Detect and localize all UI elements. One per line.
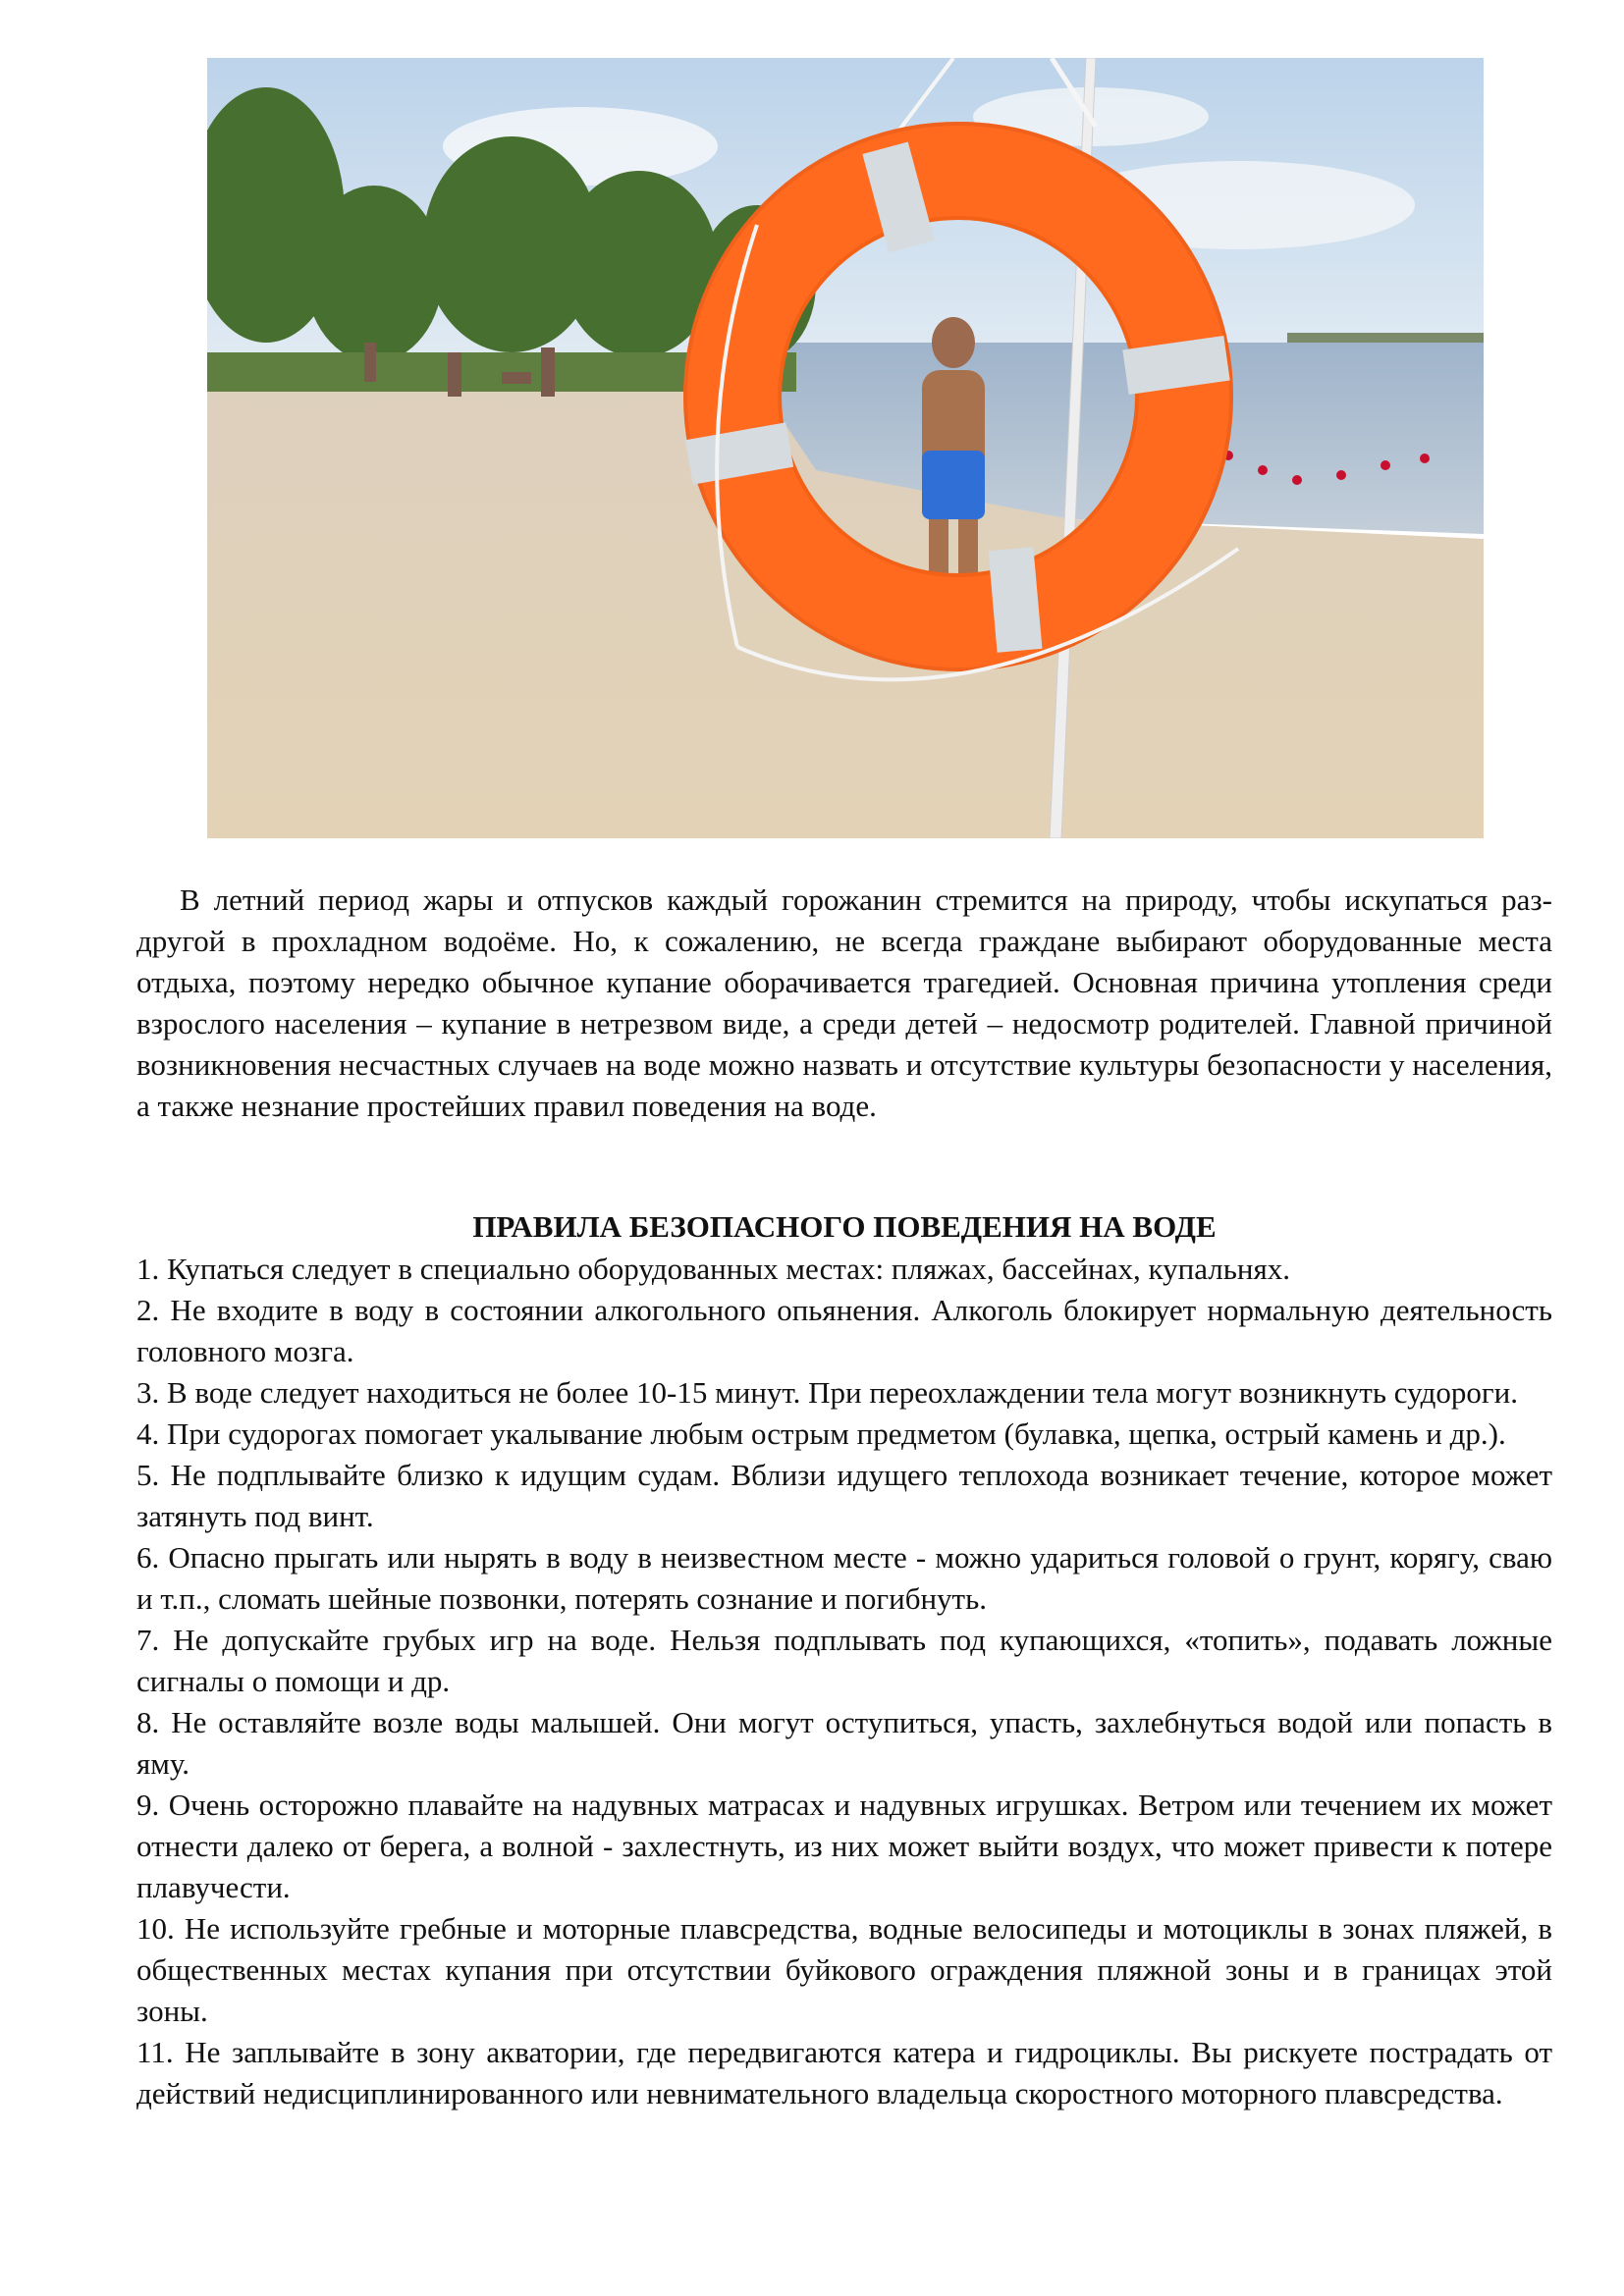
rule-item: 5. Не подплывайте близко к идущим судам. Вблизи идущего теплохода возникает течение, которое может затянуть под винт. (136, 1458, 1552, 1533)
rule-item: 3. В воде следует находиться не более 10-15 минут. При переохлаждении тела могут возникнуть судороги. (136, 1375, 1518, 1410)
rule-item: 11. Не заплывайте в зону акватории, где передвигаются катера и гидроциклы. Вы рискуете пострадать от действий недисциплинированного или невнимательного владельца скоростного моторного плавсредства. (136, 2035, 1552, 2110)
rule-item: 8. Не оставляйте возле воды малышей. Они могут оступиться, упасть, захлебнуться водой или попасть в яму. (136, 1705, 1552, 1781)
rule-item: 6. Опасно прыгать или нырять в воду в неизвестном месте - можно удариться головой о грунт, корягу, сваю и т.п., сломать шейные позвонки, потерять сознание и погибнуть. (136, 1540, 1552, 1616)
rule-item: 7. Не допускайте грубых игр на воде. Нельзя подплывать под купающихся, «топить», подавать ложные сигналы о помощи и др. (136, 1623, 1552, 1698)
rule-item: 1. Купаться следует в специально оборудованных местах: пляжах, бассейнах, купальнях. (136, 1252, 1290, 1286)
photo-illustration (207, 58, 1484, 838)
rule-item: 2. Не входите в воду в состоянии алкогольного опьянения. Алкоголь блокирует нормальную деятельность головного мозга. (136, 1293, 1552, 1368)
intro-text: В летний период жары и отпусков каждый горожанин стремится на природу, чтобы искупаться раз-другой в прохладном водоёме. Но, к сожалению, не всегда граждане выбирают оборудованные места отдыха, поэтому нередко обычное купание оборачивается трагедией. Основная причина утопления среди взрослого населения – купание в нетрезвом виде, а среди детей – недосмотр родителей. Главной причиной возникновения несчастных случаев на воде можно назвать и отсутствие культуры безопасности у населения, а также незнание простейших правил поведения на воде. (136, 882, 1552, 1123)
rule-item: 10. Не используйте гребные и моторные плавсредства, водные велосипеды и мотоциклы в зонах пляжей, в общественных местах купания при отсутствии буйкового ограждения пляжной зоны и в границах этой зоны. (136, 1911, 1552, 2028)
rule-item: 4. При судорогах помогает укалывание любым острым предметом (булавка, щепка, острый камень и др.). (136, 1416, 1506, 1451)
rules-list (136, 1249, 1552, 2114)
rules-title: ПРАВИЛА БЕЗОПАСНОГО ПОВЕДЕНИЯ НА ВОДЕ (472, 1209, 1217, 1244)
beach-lifebuoy-photo (207, 58, 1484, 838)
intro-paragraph (136, 880, 1552, 1127)
rule-item: 9. Очень осторожно плавайте на надувных матрасах и надувных игрушках. Ветром или течением их может отнести далеко от берега, а волной - захлестнуть, из них может выйти воздух, что может привести к потере плавучести. (136, 1788, 1552, 1904)
